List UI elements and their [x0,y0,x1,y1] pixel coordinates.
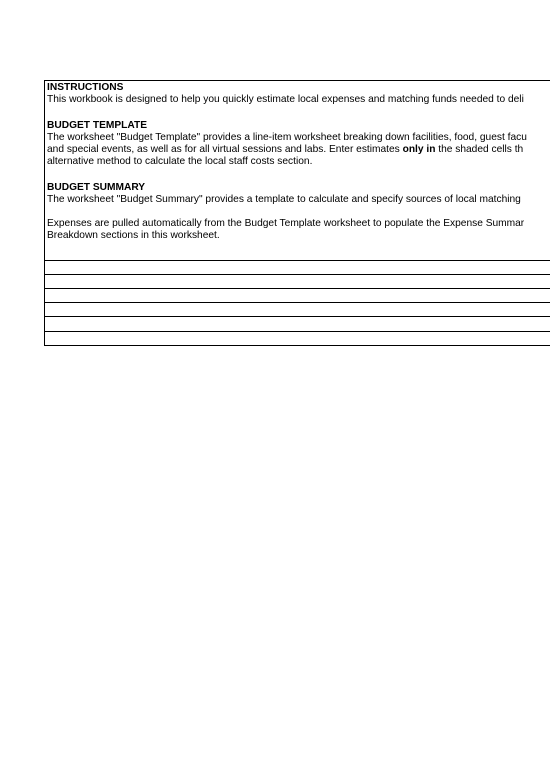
budget-template-text-2-post: the shaded cells th [435,144,524,155]
budget-summary-text-1: The worksheet "Budget Summary" provides a template to calculate and specify sources of local matching [47,193,521,205]
empty-row [45,260,550,274]
instructions-text: This workbook is designed to help you quickly estimate local expenses and matching funds needed to deli [47,94,524,106]
empty-row [45,274,550,288]
budget-template-text-2 [47,144,550,156]
instructions-section [45,82,550,243]
budget-template-text-3: alternative method to calculate the local staff costs section. [47,156,313,168]
budget-template-heading: BUDGET TEMPLATE [47,119,147,131]
empty-row [45,331,550,346]
instructions-heading: INSTRUCTIONS [47,82,124,93]
empty-row [45,302,550,316]
budget-template-text-1: The worksheet "Budget Template" provides a line-item worksheet breaking down facilities, food, guest facu [47,131,527,143]
budget-summary-text-2: Expenses are pulled automatically from the Budget Template worksheet to populate the Expense Summar [47,218,525,230]
blank-area [45,243,550,260]
empty-row [45,316,550,330]
budget-summary-heading: BUDGET SUMMARY [47,181,146,193]
worksheet-area [44,80,550,346]
spacer [47,206,550,218]
budget-template-emphasis: only in [402,144,436,155]
empty-row [45,288,550,302]
budget-summary-text-3: Breakdown sections in this worksheet. [47,230,220,242]
spacer [47,168,550,180]
budget-template-text-2-pre: and special events, as well as for all virtual sessions and labs. Enter estimates [47,144,403,155]
spacer [47,106,550,118]
